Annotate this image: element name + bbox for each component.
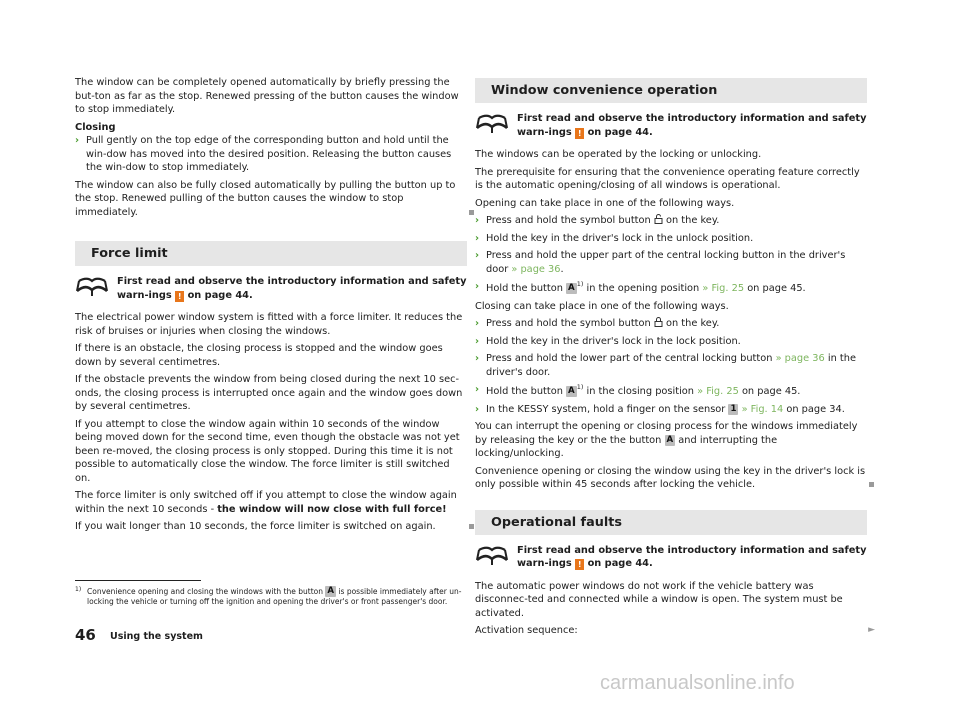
bullet-chevron-icon: › xyxy=(475,384,480,396)
footnote-ref[interactable]: 1) xyxy=(576,383,584,392)
force-warning-page-ref[interactable]: on page 44. xyxy=(187,289,253,301)
conv-p5-end: and interrupting the locking/unlocking. xyxy=(475,434,778,460)
open-book-icon xyxy=(475,114,509,134)
close-b3-text: Press and hold the lower part of the central locking button xyxy=(486,353,773,365)
intro-paragraph: The window can be completely opened automatically by briefly pressing the but-ton as far as the stop. Renewed pressing of the button causes the window to stop immediately. xyxy=(75,77,459,116)
open-book-icon xyxy=(475,546,509,566)
force-p5-bold: the window will now close with full force! xyxy=(217,503,447,515)
page-36-link[interactable]: » page 36 xyxy=(511,263,561,275)
force-p5-text: The force limiter is only switched off if you attempt to close the window again within the next 10 seconds - xyxy=(75,490,457,515)
close-bullet-2 xyxy=(475,335,867,349)
close-bullet-1 xyxy=(475,317,867,331)
close-b5-end: on page 34. xyxy=(786,403,845,415)
force-p6-text: If you wait longer than 10 seconds, the force limiter is switched on again. xyxy=(75,521,436,533)
warning-exclamation-icon: ! xyxy=(575,128,584,139)
bullet-chevron-icon: › xyxy=(475,318,480,330)
open-b4-text: Hold the button xyxy=(486,283,563,295)
conv-p6-text: Convenience opening or closing the window using the key in the driver's lock is only possible within 45 seconds after locking the vehicle. xyxy=(475,465,866,491)
warning-exclamation-icon: ! xyxy=(575,559,584,570)
force-paragraph-5 xyxy=(75,489,467,516)
convenience-title: Window convenience operation xyxy=(475,78,867,103)
force-paragraph-3: If the obstacle prevents the window from being closed during the next 10 sec-onds, the closing process is interrupted once again and the window goes down by several centimetres. xyxy=(75,374,463,413)
fig-25-link[interactable]: » Fig. 25 xyxy=(697,386,739,398)
close-b5-text: In the KESSY system, hold a finger on the sensor xyxy=(486,403,726,415)
footnote xyxy=(75,580,470,607)
footnote-number: 1) xyxy=(75,586,82,593)
footnote-text-b: is possible immediately after un-locking the vehicle or turning off the ignition and opening the driver's or front passenger's door. xyxy=(87,587,462,607)
open-bullet-2 xyxy=(475,232,867,246)
close-b4-end: on page 45. xyxy=(741,386,801,398)
force-paragraph-4: If you attempt to close the window again within 10 seconds of the window being moved down for the second time, even though the obstacle was not yet been re-moved, the closing process is only stopped. During this time it is not possible to automatically close the window. The force limiter is still switched on. xyxy=(75,418,460,484)
closing-bullet-text: Pull gently on the top edge of the corresponding button and hold until the win-dow has moved into the desired position. Releasing the button causes the win-dow to stop immediately. xyxy=(86,135,452,174)
open-b1-text: Press and hold the symbol button xyxy=(486,215,651,227)
force-limit-title: Force limit xyxy=(75,241,467,266)
page-number: 46 xyxy=(75,626,96,644)
button-a-key: A xyxy=(666,434,674,445)
bullet-chevron-icon: › xyxy=(475,250,480,262)
continue-arrow-icon: ► xyxy=(868,625,875,636)
conv-p5-text: You can interrupt the opening or closing process for the windows immediately by releasing the key or the the button xyxy=(475,421,858,446)
conv-paragraph-5 xyxy=(475,420,867,461)
close-b4-text: Hold the button xyxy=(486,386,563,398)
right-column xyxy=(475,78,875,642)
footnote-ref[interactable]: 1) xyxy=(576,280,584,289)
close-b4-mid: in the closing position xyxy=(586,386,695,398)
conv-paragraph-1: The windows can be operated by the locking or unlocking. xyxy=(475,149,762,161)
force-paragraph-1: The electrical power window system is fitted with a force limiter. It reduces the risk of bruises or injuries when closing the windows. xyxy=(75,312,463,337)
conv-paragraph-2: The prerequisite for ensuring that the convenience operating feature correctly is the automatic opening/closing of all windows is operational. xyxy=(475,166,860,192)
close-b1-text: Press and hold the symbol button xyxy=(486,318,651,330)
open-b1-end: on the key. xyxy=(665,215,720,227)
closing-auto-paragraph xyxy=(75,179,467,220)
open-bullet-3 xyxy=(475,249,867,276)
open-bullet-4 xyxy=(475,280,867,296)
convenience-warning xyxy=(475,112,867,139)
conv-paragraph-4: Closing can take place in one of the following ways. xyxy=(475,300,729,312)
open-b3-text: Press and hold the upper part of the central locking button in the driver's door xyxy=(486,250,846,275)
bullet-chevron-icon: › xyxy=(475,403,480,415)
open-b2-text: Hold the key in the driver's lock in the unlock position. xyxy=(486,232,754,244)
close-b1-end: on the key. xyxy=(665,318,720,330)
close-b2-text: Hold the key in the driver's lock in the lock position. xyxy=(486,335,741,347)
bullet-chevron-icon: › xyxy=(75,135,80,147)
footnote-text-a: Convenience opening and closing the windows with the button xyxy=(87,587,324,596)
open-b4-mid: in the opening position xyxy=(586,283,700,295)
closing-heading: Closing xyxy=(75,121,116,133)
bullet-chevron-icon: › xyxy=(475,215,480,227)
lock-icon xyxy=(654,317,663,327)
bullet-chevron-icon: › xyxy=(475,232,480,244)
closing-auto-text: The window can also be fully closed automatically by pulling the button up to the stop. Renewed pulling of the button causes the window to stop immediately. xyxy=(75,179,456,218)
fig-25-link[interactable]: » Fig. 25 xyxy=(702,283,745,295)
bullet-chevron-icon: › xyxy=(475,281,480,293)
watermark: carmanualsonline.info xyxy=(600,672,795,694)
button-a-key: A xyxy=(327,586,335,596)
fig-14-link[interactable]: » Fig. 14 xyxy=(741,403,784,415)
faults-warning-text: First read and observe the introductory information and safety warn-ings xyxy=(517,544,867,570)
section-end-icon xyxy=(469,210,474,215)
section-end-icon xyxy=(869,482,874,487)
closing-bullet xyxy=(75,134,467,175)
section-end-icon xyxy=(469,524,474,529)
page-section-title: Using the system xyxy=(110,631,203,642)
force-paragraph-6 xyxy=(75,520,467,534)
faults-paragraph-2 xyxy=(475,624,875,638)
page-36-link[interactable]: » page 36 xyxy=(775,353,825,365)
sensor-1-key: 1 xyxy=(730,403,737,414)
button-a-key: A xyxy=(568,283,575,294)
convenience-warning-text: First read and observe the introductory information and safety warn-ings xyxy=(517,113,867,138)
force-paragraph-2: If there is an obstacle, the closing process is stopped and the window goes down by several centimetres. xyxy=(75,343,443,368)
open-bullet-1 xyxy=(475,214,867,228)
close-bullet-5 xyxy=(475,403,867,417)
button-a-key: A xyxy=(568,386,575,397)
conv-paragraph-6 xyxy=(475,465,867,492)
conv-paragraph-3: Opening can take place in one of the following ways. xyxy=(475,197,735,209)
left-column xyxy=(75,76,467,538)
bullet-chevron-icon: › xyxy=(475,353,480,365)
faults-warning xyxy=(475,544,867,571)
faults-paragraph-1: The automatic power windows do not work if the vehicle battery was disconnec-ted and connected while a window is open. The system must be activated. xyxy=(475,580,843,619)
convenience-warning-page-ref[interactable]: on page 44. xyxy=(587,126,653,138)
close-b3-end: in the driver's door. xyxy=(486,353,856,378)
close-bullet-4 xyxy=(475,383,867,399)
open-b3-end: . xyxy=(560,263,564,275)
bullet-chevron-icon: › xyxy=(475,335,480,347)
faults-p2-text: Activation sequence: xyxy=(475,625,578,637)
open-book-icon xyxy=(75,277,109,297)
faults-warning-page-ref[interactable]: on page 44. xyxy=(587,558,653,570)
force-warning-text: First read and observe the introductory information and safety warn-ings xyxy=(117,276,467,301)
operational-faults-title: Operational faults xyxy=(475,510,867,535)
open-b4-end: on page 45. xyxy=(747,283,806,295)
footnote-text xyxy=(75,580,470,607)
unlock-icon xyxy=(654,214,663,224)
warning-exclamation-icon: ! xyxy=(175,291,184,302)
force-limit-warning xyxy=(75,275,467,302)
close-bullet-3 xyxy=(475,352,867,379)
